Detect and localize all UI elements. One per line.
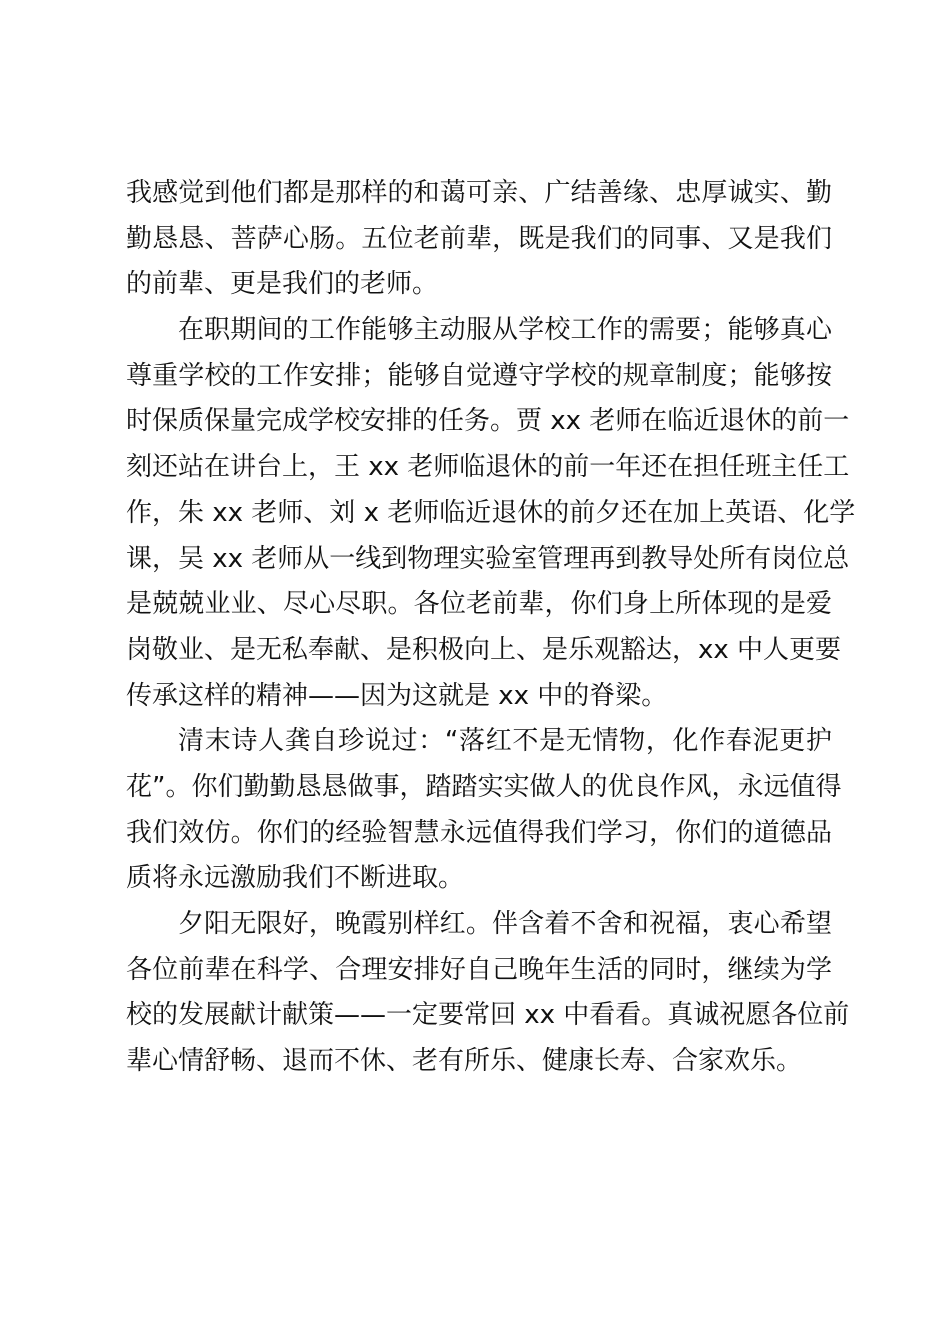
text-line: 校的发展献计献策——一定要常回 xx 中看看。真诚祝愿各位前 bbox=[126, 1000, 850, 1031]
document-body bbox=[126, 171, 856, 1085]
paragraph-4 bbox=[126, 902, 850, 1085]
text-line: 刻还站在讲台上，王 xx 老师临退休的前一年还在担任班主任工 bbox=[126, 452, 850, 483]
text-line: 课，吴 xx 老师从一线到物理实验室管理再到教导处所有岗位总 bbox=[126, 543, 850, 574]
text-line: 我们效仿。你们的经验智慧永远值得我们学习，你们的道德品 bbox=[126, 817, 832, 848]
text-line: 岗敬业、是无私奉献、是积极向上、是乐观豁达，xx 中人更要 bbox=[126, 634, 842, 665]
text-line: 勤恳恳、菩萨心肠。五位老前辈，既是我们的同事、又是我们 bbox=[126, 223, 832, 254]
text-line: 各位前辈在科学、合理安排好自己晚年生活的同时，继续为学 bbox=[126, 954, 832, 985]
text-line: 我感觉到他们都是那样的和蔼可亲、广结善缘、忠厚诚实、勤 bbox=[126, 178, 832, 208]
text-line: 传承这样的精神——因为这就是 xx 中的脊梁。 bbox=[126, 680, 668, 711]
text-line: 质将永远激励我们不断进取。 bbox=[126, 863, 465, 894]
text-line: 夕阳无限好，晚霞别样红。伴含着不舍和祝福，衷心希望 bbox=[178, 909, 832, 939]
paragraph-1 bbox=[126, 171, 832, 308]
text-line: 作，朱 xx 老师、刘 x 老师临近退休的前夕还在加上英语、化学 bbox=[126, 497, 856, 528]
text-line: 是兢兢业业、尽心尽职。各位老前辈，你们身上所体现的是爱 bbox=[126, 589, 832, 620]
text-line: 尊重学校的工作安排；能够自觉遵守学校的规章制度；能够按 bbox=[126, 360, 832, 391]
paragraph-3 bbox=[126, 719, 842, 902]
text-line: 辈心情舒畅、退而不休、老有所乐、健康长寿、合家欢乐。 bbox=[126, 1046, 803, 1077]
text-line: 清末诗人龚自珍说过：“落红不是无情物，化作春泥更护 bbox=[178, 726, 832, 757]
text-line: 的前辈、更是我们的老师。 bbox=[126, 269, 439, 300]
text-line: 时保质保量完成学校安排的任务。贾 xx 老师在临近退休的前一 bbox=[126, 406, 850, 437]
paragraph-2 bbox=[126, 308, 856, 719]
text-line: 在职期间的工作能够主动服从学校工作的需要；能够真心 bbox=[178, 315, 832, 346]
text-line: 花”。你们勤勤恳恳做事，踏踏实实做人的优良作风，永远值得 bbox=[126, 771, 842, 802]
